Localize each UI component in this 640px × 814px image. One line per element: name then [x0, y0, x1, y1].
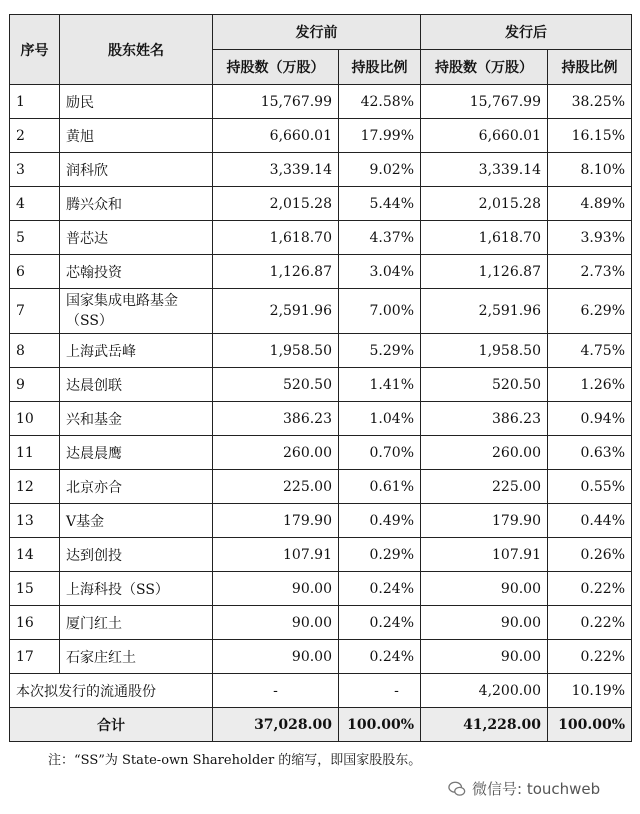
after-ratio: 0.63%	[548, 436, 632, 470]
shareholder-name: 普芯达	[60, 221, 213, 255]
total-after-shares: 41,228.00	[421, 708, 548, 742]
table-row	[10, 402, 632, 436]
before-shares: 6,660.01	[213, 119, 339, 153]
shareholder-name: 上海科投（SS）	[60, 572, 213, 606]
issue-label: 本次拟发行的流通股份	[10, 674, 213, 708]
shareholder-name: 达晨创联	[60, 368, 213, 402]
before-ratio: 4.37%	[339, 221, 421, 255]
table-row	[10, 504, 632, 538]
row-index: 15	[10, 572, 60, 606]
after-shares: 520.50	[421, 368, 548, 402]
total-before-ratio: 100.00%	[339, 708, 421, 742]
row-index: 4	[10, 187, 60, 221]
after-ratio: 2.73%	[548, 255, 632, 289]
after-ratio: 0.26%	[548, 538, 632, 572]
issue-after-shares: 4,200.00	[421, 674, 548, 708]
table-row	[10, 255, 632, 289]
after-ratio: 0.94%	[548, 402, 632, 436]
before-ratio: 0.29%	[339, 538, 421, 572]
after-shares: 260.00	[421, 436, 548, 470]
before-shares: 179.90	[213, 504, 339, 538]
after-shares: 386.23	[421, 402, 548, 436]
table-row	[10, 606, 632, 640]
row-index: 16	[10, 606, 60, 640]
before-ratio: 7.00%	[339, 289, 421, 334]
after-ratio: 0.22%	[548, 572, 632, 606]
table-row	[10, 221, 632, 255]
shareholder-name: 腾兴众和	[60, 187, 213, 221]
issue-after-ratio: 10.19%	[548, 674, 632, 708]
before-ratio: 5.44%	[339, 187, 421, 221]
before-shares: 90.00	[213, 640, 339, 674]
before-ratio: 0.24%	[339, 640, 421, 674]
row-index: 5	[10, 221, 60, 255]
total-row	[10, 708, 632, 742]
before-ratio: 0.49%	[339, 504, 421, 538]
row-index: 10	[10, 402, 60, 436]
before-ratio: 0.24%	[339, 606, 421, 640]
before-shares: 225.00	[213, 470, 339, 504]
shareholder-name: 国家集成电路基金（SS）	[60, 289, 213, 334]
before-ratio: 42.58%	[339, 85, 421, 119]
after-ratio: 0.22%	[548, 606, 632, 640]
before-shares: 2,591.96	[213, 289, 339, 334]
shareholder-name: 芯翰投资	[60, 255, 213, 289]
row-index: 3	[10, 153, 60, 187]
after-shares: 15,767.99	[421, 85, 548, 119]
table-row	[10, 538, 632, 572]
row-index: 1	[10, 85, 60, 119]
after-ratio: 3.93%	[548, 221, 632, 255]
shareholder-name: 兴和基金	[60, 402, 213, 436]
before-shares: 2,015.28	[213, 187, 339, 221]
wechat-icon	[448, 780, 466, 798]
table-row	[10, 187, 632, 221]
shareholding-table	[9, 14, 632, 742]
before-ratio: 1.04%	[339, 402, 421, 436]
shareholder-name: 厦门红土	[60, 606, 213, 640]
before-ratio: 5.29%	[339, 334, 421, 368]
table-row	[10, 85, 632, 119]
after-shares: 90.00	[421, 572, 548, 606]
after-ratio: 38.25%	[548, 85, 632, 119]
shareholder-name: V基金	[60, 504, 213, 538]
total-after-ratio: 100.00%	[548, 708, 632, 742]
row-index: 11	[10, 436, 60, 470]
header-index: 序号	[10, 15, 60, 85]
table-row	[10, 368, 632, 402]
before-shares: 107.91	[213, 538, 339, 572]
after-ratio: 0.22%	[548, 640, 632, 674]
after-shares: 1,126.87	[421, 255, 548, 289]
after-ratio: 0.44%	[548, 504, 632, 538]
before-ratio: 0.24%	[339, 572, 421, 606]
before-shares: 90.00	[213, 606, 339, 640]
table-row	[10, 436, 632, 470]
after-ratio: 0.55%	[548, 470, 632, 504]
table-row	[10, 289, 632, 334]
row-index: 7	[10, 289, 60, 334]
table-row	[10, 334, 632, 368]
header-before-shares: 持股数（万股）	[213, 50, 339, 85]
after-shares: 2,015.28	[421, 187, 548, 221]
row-index: 9	[10, 368, 60, 402]
after-ratio: 6.29%	[548, 289, 632, 334]
footnote: 注：“SS”为 State-own Shareholder 的缩写，即国家股股东。	[48, 753, 422, 768]
before-shares: 1,958.50	[213, 334, 339, 368]
before-shares: 90.00	[213, 572, 339, 606]
table-row	[10, 119, 632, 153]
watermark-text: 微信号: touchweb	[472, 780, 601, 798]
shareholder-name: 润科欣	[60, 153, 213, 187]
table-body	[10, 85, 632, 674]
after-shares: 1,618.70	[421, 221, 548, 255]
after-shares: 3,339.14	[421, 153, 548, 187]
issue-before-shares: -	[213, 674, 339, 708]
after-ratio: 4.89%	[548, 187, 632, 221]
header-before-issue: 发行前	[213, 15, 421, 50]
before-ratio: 1.41%	[339, 368, 421, 402]
header-name: 股东姓名	[60, 15, 213, 85]
before-shares: 3,339.14	[213, 153, 339, 187]
before-shares: 1,126.87	[213, 255, 339, 289]
row-index: 2	[10, 119, 60, 153]
before-ratio: 9.02%	[339, 153, 421, 187]
shareholder-name: 黄旭	[60, 119, 213, 153]
shareholder-name: 励民	[60, 85, 213, 119]
after-ratio: 1.26%	[548, 368, 632, 402]
shareholder-name: 石家庄红土	[60, 640, 213, 674]
row-index: 12	[10, 470, 60, 504]
after-shares: 90.00	[421, 606, 548, 640]
row-index: 14	[10, 538, 60, 572]
shareholder-name: 达晨晨鹰	[60, 436, 213, 470]
header-after-issue: 发行后	[421, 15, 632, 50]
after-shares: 107.91	[421, 538, 548, 572]
after-ratio: 4.75%	[548, 334, 632, 368]
table-row	[10, 640, 632, 674]
wechat-watermark	[448, 778, 600, 799]
table-row	[10, 153, 632, 187]
row-index: 17	[10, 640, 60, 674]
total-before-shares: 37,028.00	[213, 708, 339, 742]
row-index: 6	[10, 255, 60, 289]
shareholder-name: 上海武岳峰	[60, 334, 213, 368]
before-ratio: 3.04%	[339, 255, 421, 289]
table-row	[10, 572, 632, 606]
after-ratio: 8.10%	[548, 153, 632, 187]
header-after-ratio: 持股比例	[548, 50, 632, 85]
after-shares: 2,591.96	[421, 289, 548, 334]
issue-before-ratio: -	[339, 674, 421, 708]
before-ratio: 0.61%	[339, 470, 421, 504]
row-index: 13	[10, 504, 60, 538]
before-shares: 386.23	[213, 402, 339, 436]
after-shares: 90.00	[421, 640, 548, 674]
header-before-ratio: 持股比例	[339, 50, 421, 85]
after-ratio: 16.15%	[548, 119, 632, 153]
table-row	[10, 470, 632, 504]
before-shares: 260.00	[213, 436, 339, 470]
shareholder-name: 达到创投	[60, 538, 213, 572]
after-shares: 1,958.50	[421, 334, 548, 368]
before-shares: 15,767.99	[213, 85, 339, 119]
after-shares: 6,660.01	[421, 119, 548, 153]
before-ratio: 17.99%	[339, 119, 421, 153]
before-ratio: 0.70%	[339, 436, 421, 470]
total-label: 合计	[10, 708, 213, 742]
issue-row	[10, 674, 632, 708]
after-shares: 179.90	[421, 504, 548, 538]
before-shares: 520.50	[213, 368, 339, 402]
after-shares: 225.00	[421, 470, 548, 504]
before-shares: 1,618.70	[213, 221, 339, 255]
header-after-shares: 持股数（万股）	[421, 50, 548, 85]
row-index: 8	[10, 334, 60, 368]
shareholder-name: 北京亦合	[60, 470, 213, 504]
